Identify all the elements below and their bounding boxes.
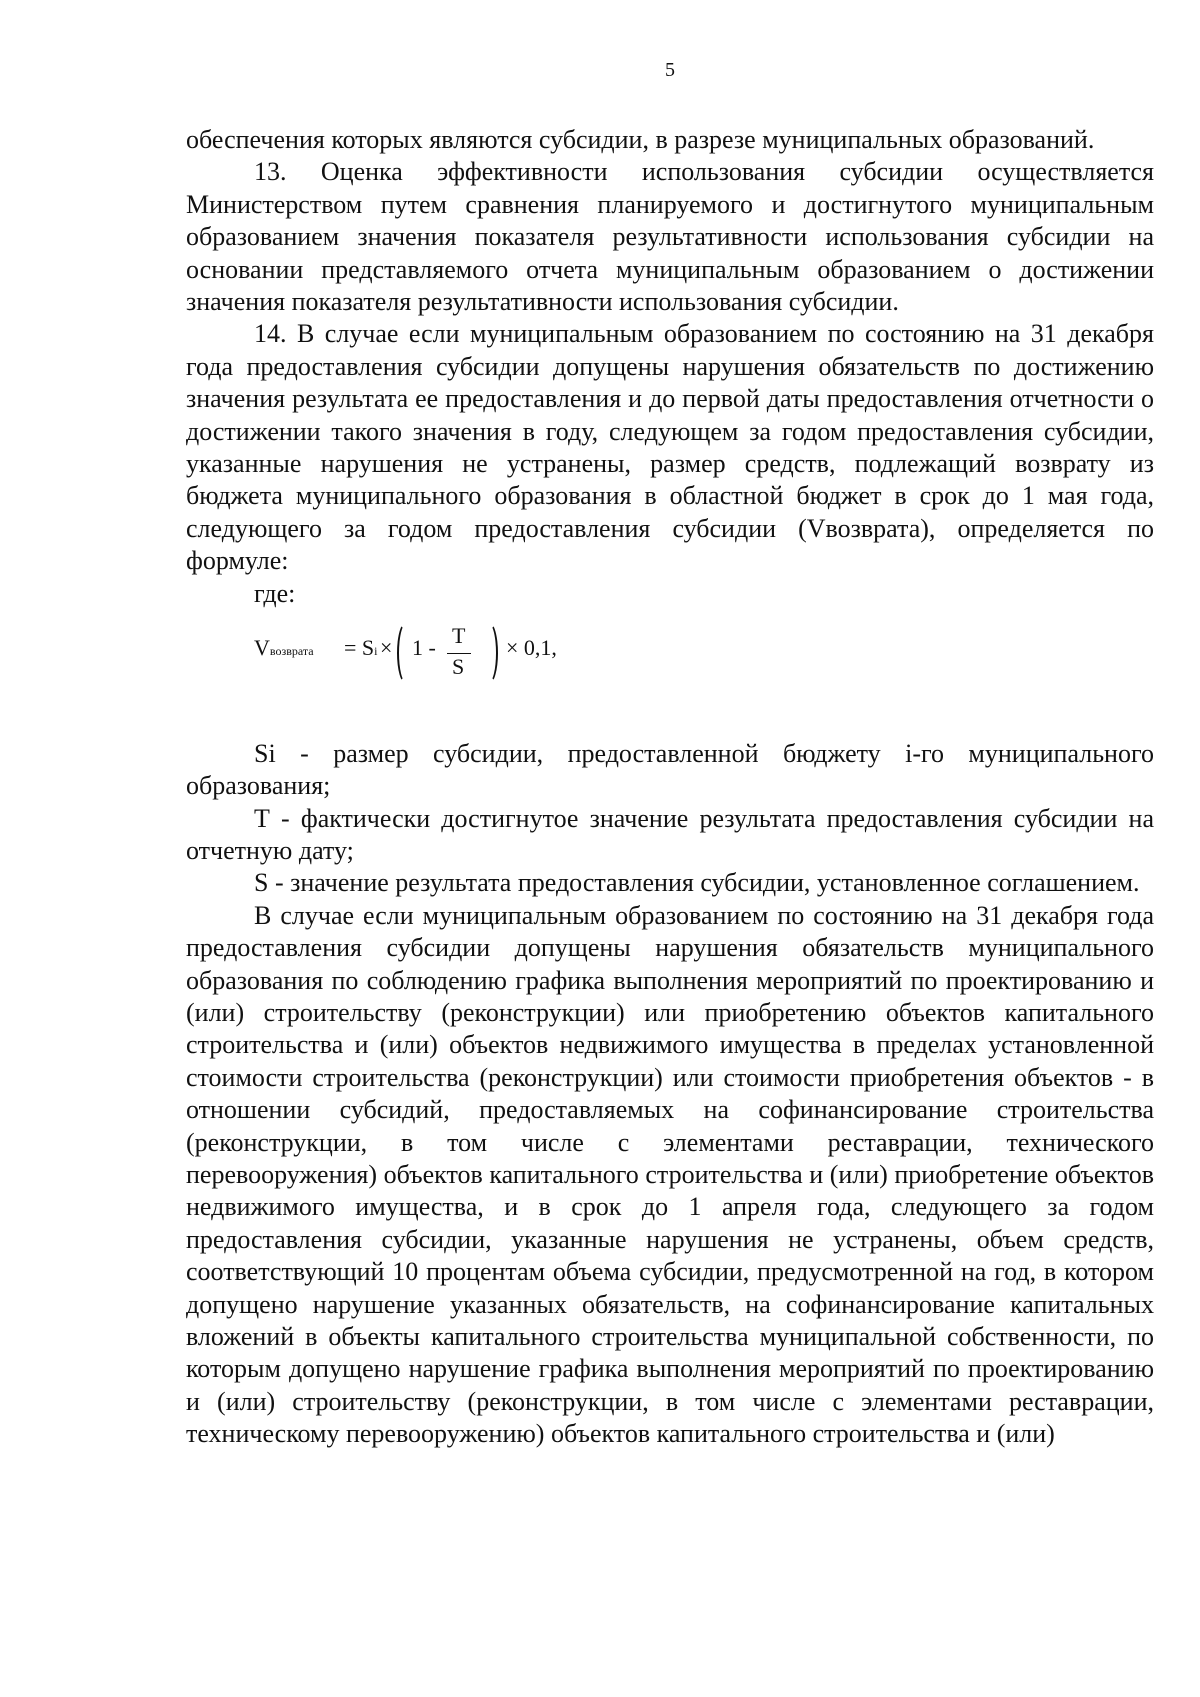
page-number: 5 xyxy=(665,59,675,81)
formula-v: Vвозврата xyxy=(254,634,314,660)
document-body xyxy=(186,124,1154,1451)
paragraph-14: 14. В случае если муниципальным образованием по состоянию на 31 декабря года предоставления субсидии допущены нарушения обязательств по достижению значения результата ее предоставления и до первой даты предоставления отчетности о достижении такого значения в году, следующем за годом предоставления субсидии, указанные нарушения не устранены, размер средств, подлежащий возврату из бюджета муниципального образования в областной бюджет в срок до 1 мая года, следующего за годом предоставления субсидии (Vвозврата), определяется по формуле: xyxy=(186,319,1154,576)
definition-s: S - значение результата предоставления субсидии, установленное соглашением. xyxy=(254,868,1140,898)
formula-tail: × 0,1, xyxy=(506,634,557,660)
formula-right-paren xyxy=(480,622,498,684)
paragraph-13: 13. Оценка эффективности использования субсидии осуществляется Министерством путем сравнения планируемого и достигнутого муниципальным образованием значения показателя результативности использования субсидии на основании представляемого отчета муниципальным образованием о достижении значения показателя результативности использования субсидии. xyxy=(186,157,1154,317)
formula-si: = Si xyxy=(344,634,378,660)
definition-si: Si - размер субсидии, предоставленной бюджету i-го муниципального образования; xyxy=(186,738,1154,801)
formula xyxy=(186,618,1154,738)
formula-denominator: S xyxy=(452,653,465,679)
formula-numerator: T xyxy=(452,622,466,648)
formula-s-subscript: i xyxy=(374,643,378,658)
formula-one-minus: 1 - xyxy=(412,634,436,660)
definition-t: Т - фактически достигнутое значение результата предоставления субсидии на отчетную дату; xyxy=(186,803,1154,865)
paragraph-continuation: обеспечения которых являются субсидии, в разрезе муниципальных образований. xyxy=(186,125,1095,154)
formula-times-1: × xyxy=(380,634,393,660)
formula-v-subscript: возврата xyxy=(269,643,314,658)
paragraph-violation: В случае если муниципальным образованием по состоянию на 31 декабря года предоставления субсидии допущены нарушения обязательств муниципального образования по соблюдению графика выполнения мероприятий по проектированию и (или) строительству (реконструкции) или приобретению объектов капитального строительства и (или) объектов недвижимого имущества в пределах установленной стоимости строительства (реконструкции) или стоимости приобретения объектов - в отношении субсидий, предоставляемых на софинансирование строительства (реконструкции, в том числе с элементами реставрации, технического перевооружения) объектов капитального строительства и (или) приобретение объектов недвижимого имущества, и в срок до 1 апреля года, следующего за годом предоставления субсидии, указанные нарушения не устранены, объем средств, соответствующий 10 процентам объема субсидии, предусмотренной на год, в котором допущено нарушение указанных обязательств, на софинансирование капитальных вложений в объекты капитального строительства муниципальной собственности, по которым допущено нарушение графика выполнения мероприятий по проектированию и (или) строительству (реконструкции, в том числе с элементами реставрации, техническому перевооружению) объектов капитального строительства и (или) xyxy=(186,900,1154,1449)
where-label: где: xyxy=(254,578,296,608)
